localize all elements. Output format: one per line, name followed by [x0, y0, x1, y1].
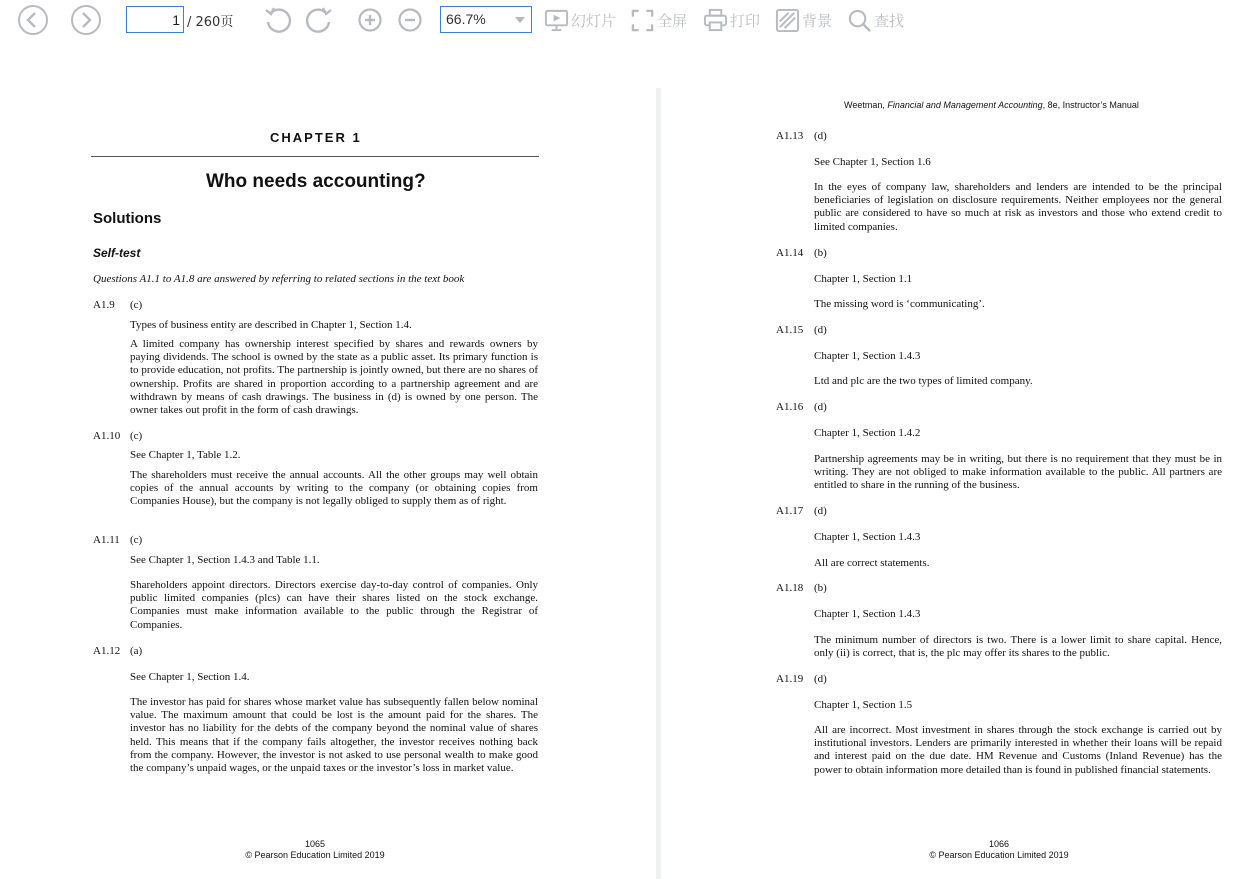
page-number-input[interactable]: [126, 6, 184, 33]
question-explanation: All are correct statements.: [814, 557, 930, 569]
page-footer: [899, 839, 1099, 861]
print-button[interactable]: [703, 6, 760, 34]
question-number: A1.19: [776, 673, 804, 685]
rotate-left-button[interactable]: [262, 4, 294, 36]
question-reference: Chapter 1, Section 1.1: [814, 273, 913, 285]
question-answer: (a): [130, 645, 143, 657]
question-number: A1.11: [93, 534, 120, 546]
question-explanation: All are incorrect. Most investment in shares through the stock exchange is carried out by institutional investors. Lenders are primarily interested in whether their loans will be repaid and interest paid on the due date. HM Revenue and Customs (Inland Revenue) has the power to obtain information more detailed than is found in published financial statements.: [814, 724, 1222, 776]
question-reference: Types of business entity are described in Chapter 1, Section 1.4.: [130, 319, 412, 331]
question-answer: (d): [814, 401, 827, 413]
back-circle-icon: [17, 4, 49, 36]
zoom-in-icon: [357, 7, 383, 33]
print-icon: [703, 8, 728, 33]
background-button[interactable]: [775, 6, 832, 34]
forward-circle-icon: [70, 4, 102, 36]
question-number: A1.14: [776, 247, 804, 259]
question-answer: (c): [130, 430, 143, 442]
print-label: 打印: [730, 11, 761, 30]
background-label: 背景: [802, 11, 833, 30]
pdf-page-right: [661, 40, 1254, 879]
question-explanation: The minimum number of directors is two. There is a lower limit to share capital. Hence, only (ii) is correct, that is, the plc may offer its shares to the public.: [814, 634, 1222, 660]
rotate-left-icon: [262, 4, 294, 36]
find-button[interactable]: [847, 6, 904, 34]
pdf-toolbar: [0, 0, 1254, 40]
running-head: [844, 100, 1139, 110]
slideshow-label: 幻灯片: [571, 11, 617, 30]
question-answer: (d): [814, 505, 827, 517]
background-icon: [775, 8, 800, 33]
question-reference: See Chapter 1, Section 1.4.3 and Table 1.1.: [130, 554, 320, 566]
question-number: A1.13: [776, 130, 804, 142]
question-answer: (c): [130, 534, 143, 546]
question-number: A1.16: [776, 401, 804, 413]
question-explanation: The shareholders must receive the annual accounts. All the other groups may well obtain copies of the annual accounts by writing to the company (or obtaining copies from Companies House), but the company is not legally obliged to supply them as of right.: [130, 469, 538, 508]
question-answer: (b): [814, 582, 827, 594]
copyright-notice: © Pearson Education Limited 2019: [245, 850, 385, 860]
next-page-button[interactable]: [70, 4, 102, 36]
solutions-heading: Solutions: [93, 210, 162, 227]
question-answer: (d): [814, 130, 827, 142]
question-reference: Chapter 1, Section 1.4.3: [814, 350, 921, 362]
question-reference: See Chapter 1, Table 1.2.: [130, 449, 241, 461]
question-explanation: Shareholders appoint directors. Directors exercise day-to-day control of companies. Only public limited companies (plcs) can have their shares listed on the stock exchange. Companies must make information available to the public through the Registrar of Companies.: [130, 579, 538, 631]
question-explanation: Partnership agreements may be in writing, but there is no requirement that they must be in writing. They are not obliged to make information available to the public. All partners are entitled to share in the running of the business.: [814, 453, 1222, 492]
find-label: 查找: [874, 11, 905, 30]
running-head-book-title: Financial and Management Accounting: [887, 100, 1043, 110]
question-number: A1.15: [776, 324, 804, 336]
page-total-label: / 260页: [187, 15, 234, 30]
question-answer: (c): [130, 299, 143, 311]
intro-note: Questions A1.1 to A1.8 are answered by referring to related sections in the text book: [93, 273, 465, 285]
question-number: A1.10: [93, 430, 121, 442]
question-explanation: In the eyes of company law, shareholders and lenders are intended to be the principal beneficiaries of legislation on disclosure requirements. Neither employees nor the general public are considered to have so much at risk as investors and those who extend credit to limited companies.: [814, 181, 1222, 233]
chapter-heading: CHAPTER 1: [270, 130, 362, 145]
question-reference: See Chapter 1, Section 1.4.: [130, 671, 250, 683]
chevron-down-icon: [515, 17, 525, 23]
pdf-page-left: [0, 40, 656, 879]
question-reference: Chapter 1, Section 1.4.3: [814, 608, 921, 620]
zoom-out-icon: [397, 7, 423, 33]
chapter-rule: [91, 156, 539, 157]
question-number: A1.17: [776, 505, 804, 517]
zoom-in-button[interactable]: [357, 7, 383, 33]
question-answer: (d): [814, 324, 827, 336]
question-explanation: Ltd and plc are the two types of limited company.: [814, 375, 1033, 387]
slideshow-button[interactable]: [544, 6, 616, 34]
question-number: A1.18: [776, 582, 804, 594]
question-reference: Chapter 1, Section 1.4.3: [814, 531, 921, 543]
fullscreen-icon: [630, 8, 655, 33]
fullscreen-label: 全屏: [657, 11, 688, 30]
zoom-level-select[interactable]: [440, 6, 532, 33]
question-reference: Chapter 1, Section 1.5: [814, 699, 913, 711]
running-head-edition: , 8e, Instructor’s Manual: [1042, 100, 1139, 110]
question-answer: (b): [814, 247, 827, 259]
page-number: 1065: [304, 839, 326, 849]
chapter-title: Who needs accounting?: [206, 171, 426, 192]
page-number: 1066: [988, 839, 1010, 849]
question-explanation: The missing word is ‘communicating’.: [814, 298, 985, 310]
question-explanation: The investor has paid for shares whose market value has subsequently fallen below nominal value. The maximum amount that could be lost is the amount paid for the shares. The investor has no liability for the debts of the company beyond the nominal value of shares held. This means that if the company fails altogether, the investor receives nothing back from the company. However, the investor is not asked to use personal wealth to make good the company’s unpaid wages, or the unpaid taxes or the investor’s loss in market value.: [130, 696, 538, 775]
question-reference: Chapter 1, Section 1.4.2: [814, 427, 921, 439]
previous-page-button[interactable]: [17, 4, 49, 36]
page-footer: [215, 839, 415, 861]
question-number: A1.12: [93, 645, 121, 657]
search-icon: [847, 8, 872, 33]
self-test-heading: Self-test: [93, 246, 141, 260]
question-reference: See Chapter 1, Section 1.6: [814, 156, 931, 168]
zoom-level-value: 66.7%: [446, 11, 486, 27]
rotate-right-icon: [303, 4, 335, 36]
running-head-author: Weetman,: [844, 100, 888, 110]
slideshow-icon: [544, 8, 569, 33]
zoom-out-button[interactable]: [397, 7, 423, 33]
question-number: A1.9: [93, 299, 115, 311]
fullscreen-button[interactable]: [630, 6, 687, 34]
question-explanation: A limited company has ownership interest specified by shares and rewards owners by paying dividends. The school is owned by the state as a public asset. Its primary function is to provide education, not profits. The partnership is jointly owned, but there are no shares of ownership. Profits are shared in proportion according to a partnership agreement and are withdrawn by means of cash drawings. The business in (d) is owned by one person. The owner takes out profit in the form of cash drawings.: [130, 338, 538, 417]
question-answer: (d): [814, 673, 827, 685]
rotate-right-button[interactable]: [303, 4, 335, 36]
copyright-notice: © Pearson Education Limited 2019: [929, 850, 1069, 860]
